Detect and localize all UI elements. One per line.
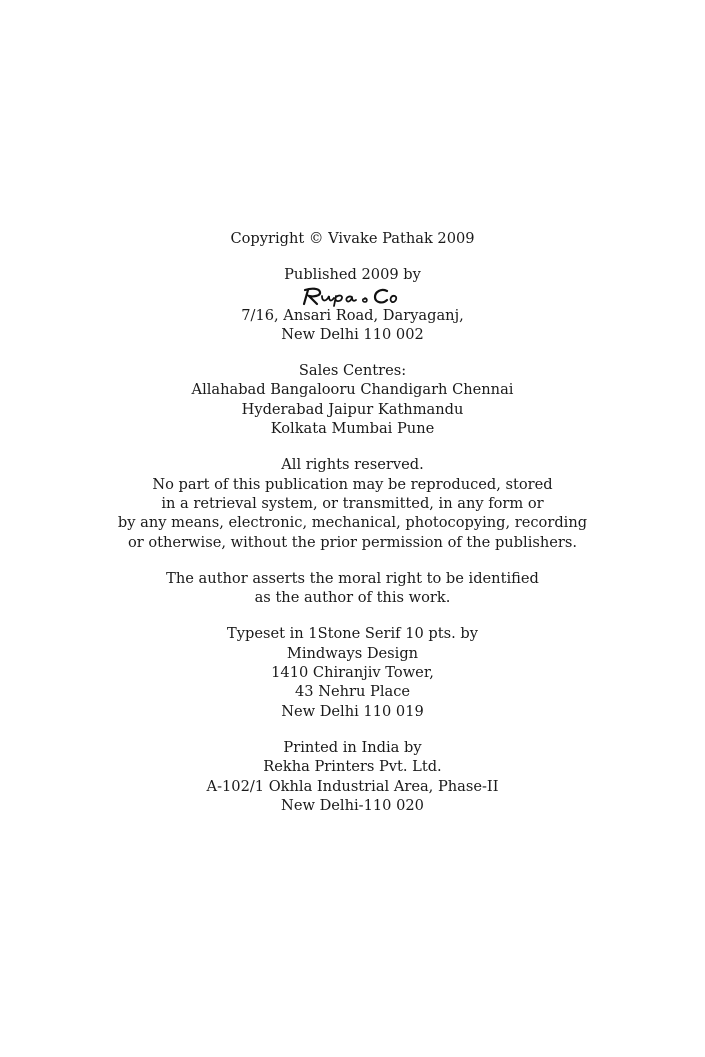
publisher-address-1: 7/16, Ansari Road, Daryaganj, xyxy=(241,306,464,324)
moral-line-1: The author asserts the moral right to be identified xyxy=(166,569,539,587)
typeset-line-2: Mindways Design xyxy=(286,644,419,662)
copyright-page xyxy=(0,229,705,815)
moral-line-2: as the author of this work. xyxy=(254,589,451,607)
publisher-logo xyxy=(0,285,705,306)
printed-line-4: New Delhi-110 020 xyxy=(281,796,424,814)
moral-rights-block xyxy=(0,569,705,608)
sales-block xyxy=(0,361,705,438)
printer-block xyxy=(0,738,705,815)
typeset-line-1: Typeset in 1Stone Serif 10 pts. by xyxy=(227,625,478,643)
publisher-block xyxy=(0,265,705,344)
sales-line-2: Hyderabad Jaipur Kathmandu xyxy=(241,400,464,418)
sales-line-1: Allahabad Bangalooru Chandigarh Chennai xyxy=(191,381,514,399)
sales-line-3: Kolkata Mumbai Pune xyxy=(270,420,435,438)
copyright-line: Copyright © Vivake Pathak 2009 xyxy=(230,230,475,247)
printed-line-3: A-102/1 Okhla Industrial Area, Phase-II xyxy=(206,777,499,795)
printed-line-1: Printed in India by xyxy=(283,738,422,756)
printed-line-2: Rekha Printers Pvt. Ltd. xyxy=(263,758,442,776)
rights-line-3: in a retrieval system, or transmitted, in any form or xyxy=(161,494,544,512)
rupa-logo-icon xyxy=(301,286,405,307)
published-line: Published 2009 by xyxy=(284,266,421,284)
rights-line-2: No part of this publication may be reproduced, stored xyxy=(152,475,553,493)
copyright-block xyxy=(0,229,705,248)
sales-heading: Sales Centres: xyxy=(298,362,407,380)
rights-line-4: by any means, electronic, mechanical, photocopying, recording xyxy=(117,514,588,532)
publisher-address-2: New Delhi 110 002 xyxy=(281,325,424,343)
typeset-line-3: 1410 Chiranjiv Tower, xyxy=(271,664,434,682)
rights-line-1: All rights reserved. xyxy=(281,456,424,474)
rights-line-5: or otherwise, without the prior permission of the publishers. xyxy=(127,533,577,551)
typeset-block xyxy=(0,624,705,720)
rights-block xyxy=(0,455,705,551)
typeset-line-5: New Delhi 110 019 xyxy=(281,702,424,720)
typeset-line-4: 43 Nehru Place xyxy=(294,683,411,701)
